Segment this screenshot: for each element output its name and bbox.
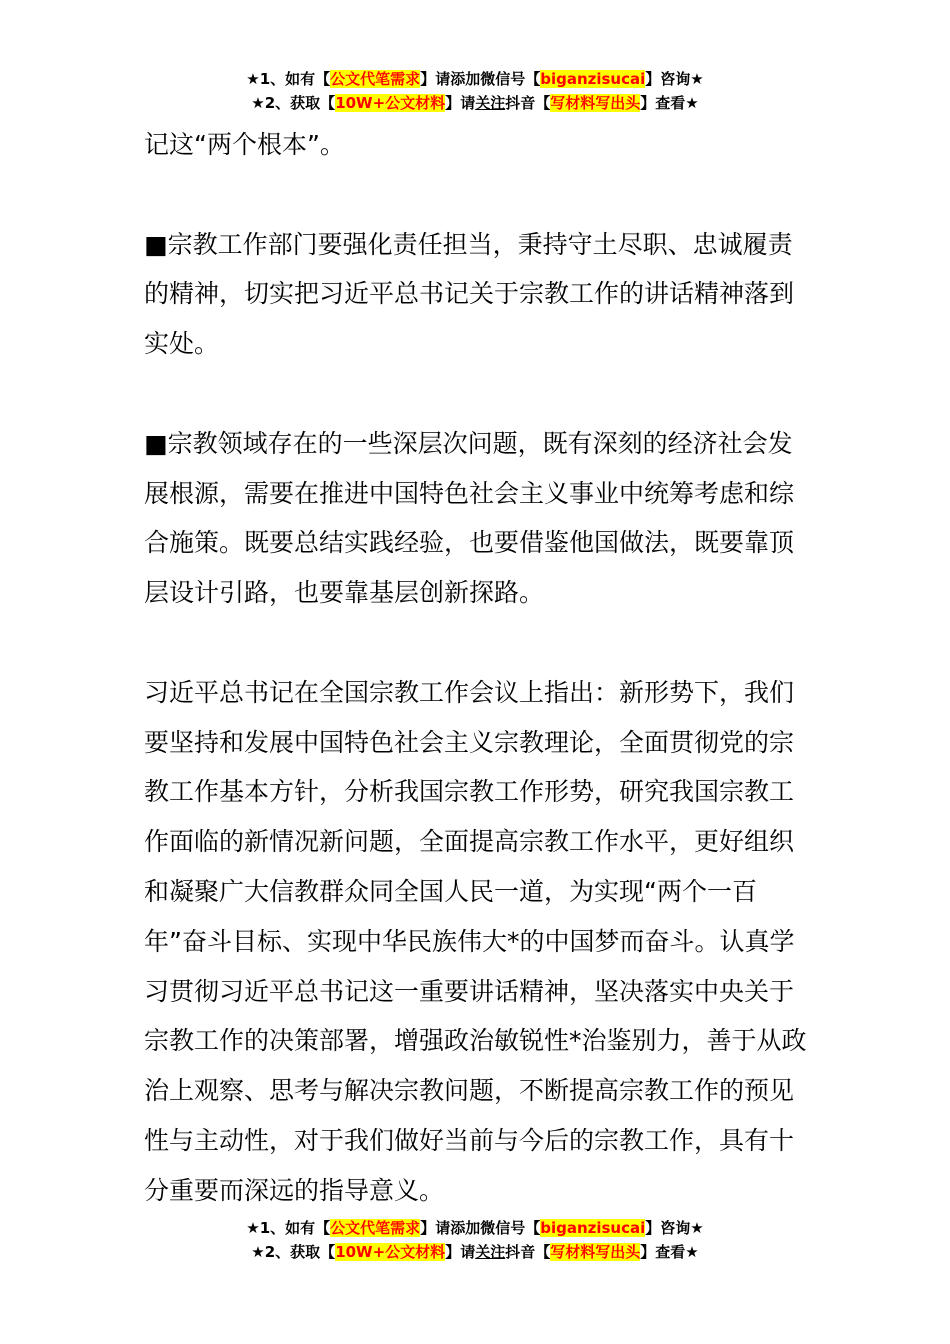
highlight-douyin-account: 写材料写出头 [550,94,641,112]
document-body [144,120,809,1265]
paragraph-deep-issues: ■宗教领域存在的一些深层次问题，既有深刻的经济社会发展根源，需要在推进中国特色社会主义事业中统筹考虑和综合施策。既要总结实践经验，也要借鉴他国做法，既要靠顶层设计引路，也要靠基层创新探路。 [144,428,795,608]
header-banner [0,67,950,115]
paragraph-responsibility: ■宗教工作部门要强化责任担当，秉持守土尽职、忠诚履责的精神，切实把习近平总书记关于宗教工作的讲话精神落到实处。 [144,229,795,359]
highlight-writing-service: 公文代笔需求 [330,70,421,88]
footer-banner [0,1216,950,1264]
highlight-wechat-id: biganzisucai [540,1219,646,1237]
paragraph-conference-remarks: 习近平总书记在全国宗教工作会议上指出：新形势下，我们要坚持和发展中国特色社会主义宗教理论，全面贯彻党的宗教工作基本方针，分析我国宗教工作形势，研究我国宗教工作面临的新情况新问题，全面提高宗教工作水平，更好组织和凝聚广大信教群众同全国人民一道，为实现“两个一百年”奋斗目标、实现中华民族伟大*的中国梦而奋斗。认真学习贯彻习近平总书记这一重要讲话精神，坚决落实中央关于宗教工作的决策部署，增强政治敏锐性*治鉴别力，善于从政治上观察、思考与解决宗教问题，不断提高宗教工作的预见性与主动性，对于我们做好当前与今后的宗教工作，具有十分重要而深远的指导意义。 [144,677,807,1205]
banner-line-2: ★2、获取【10W+公文材料】请关注抖音【写材料写出头】查看★ [251,94,699,112]
banner-line-1: ★1、如有【公文代笔需求】请添加微信号【biganzisucai】咨询★ [246,70,704,88]
banner-line-1: ★1、如有【公文代笔需求】请添加微信号【biganzisucai】咨询★ [246,1219,704,1237]
highlight-writing-service: 公文代笔需求 [330,1219,421,1237]
paragraph-continuation: 记这“两个根本”。 [144,130,345,159]
highlight-douyin-account: 写材料写出头 [550,1243,641,1261]
underline-follow: 关注 [475,1243,506,1261]
highlight-materials: 10W+公文材料 [335,94,446,112]
underline-follow: 关注 [475,94,506,112]
banner-line-2: ★2、获取【10W+公文材料】请关注抖音【写材料写出头】查看★ [251,1243,699,1261]
highlight-materials: 10W+公文材料 [335,1243,446,1261]
highlight-wechat-id: biganzisucai [540,70,646,88]
